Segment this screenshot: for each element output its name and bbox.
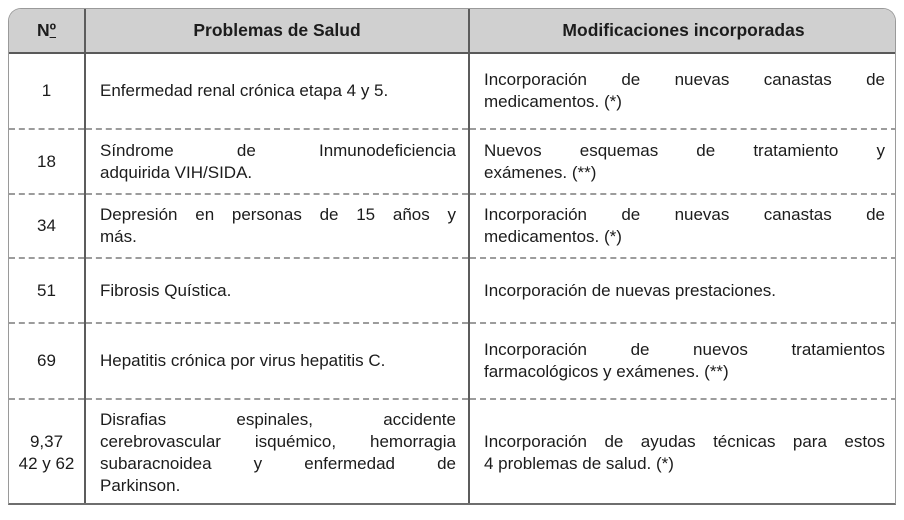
table-row bbox=[9, 53, 896, 129]
numero-ordinal: º bbox=[49, 20, 57, 40]
text-line: medicamentos. (*) bbox=[484, 227, 622, 246]
text-line: Incorporación de ayudas técnicas para estos bbox=[484, 432, 885, 451]
cell-numero bbox=[9, 129, 85, 194]
text-line: cerebrovascular isquémico, hemorragia bbox=[100, 432, 456, 451]
text-line: 51 bbox=[37, 280, 56, 300]
cell-numero bbox=[9, 399, 85, 505]
modifications-table bbox=[9, 9, 896, 505]
cell-modificaciones bbox=[469, 399, 896, 505]
text-line: Fibrosis Quística. bbox=[100, 280, 232, 300]
header-row bbox=[9, 9, 896, 53]
cell-problema bbox=[85, 53, 469, 129]
header-cell-numero bbox=[9, 9, 85, 53]
header-cell-modificaciones: Modificaciones incorporadas bbox=[469, 9, 896, 53]
header-cell-problemas: Problemas de Salud bbox=[85, 9, 469, 53]
table-row bbox=[9, 194, 896, 258]
cell-numero bbox=[9, 258, 85, 323]
cell-modificaciones bbox=[469, 129, 896, 194]
text-line: Incorporación de nuevas prestaciones. bbox=[484, 280, 777, 300]
text-line: Depresión en personas de 15 años y bbox=[100, 205, 456, 224]
health-modifications-table bbox=[8, 8, 896, 505]
cell-numero bbox=[9, 194, 85, 258]
text-line: farmacológicos y exámenes. (**) bbox=[484, 362, 729, 381]
text-line: 4 problemas de salud. (*) bbox=[484, 454, 674, 473]
table-row bbox=[9, 129, 896, 194]
cell-problema bbox=[85, 129, 469, 194]
text-line: 42 y 62 bbox=[18, 454, 75, 473]
cell-problema bbox=[85, 323, 469, 399]
cell-problema bbox=[85, 194, 469, 258]
text-line: 18 bbox=[37, 151, 56, 171]
text-line: 34 bbox=[37, 216, 56, 235]
cell-modificaciones bbox=[469, 258, 896, 323]
cell-modificaciones bbox=[469, 53, 896, 129]
text-line: más. bbox=[100, 227, 137, 246]
text-line: Nuevos esquemas de tratamiento y bbox=[484, 140, 885, 160]
cell-problema bbox=[85, 258, 469, 323]
text-line: exámenes. (**) bbox=[484, 162, 597, 182]
cell-modificaciones bbox=[469, 194, 896, 258]
text-line: Incorporación de nuevos tratamientos bbox=[484, 340, 885, 359]
cell-problema bbox=[85, 399, 469, 505]
text-line: Disrafias espinales, accidente bbox=[100, 410, 456, 429]
cell-modificaciones bbox=[469, 323, 896, 399]
text-line: adquirida VIH/SIDA. bbox=[100, 162, 253, 182]
text-line: medicamentos. (*) bbox=[484, 92, 622, 111]
table-row bbox=[9, 399, 896, 505]
text-line: 1 bbox=[41, 81, 52, 100]
cell-numero bbox=[9, 53, 85, 129]
text-line: Hepatitis crónica por virus hepatitis C. bbox=[100, 351, 386, 370]
text-line: Enfermedad renal crónica etapa 4 y 5. bbox=[100, 81, 389, 100]
text-line: Incorporación de nuevas canastas de bbox=[484, 70, 885, 89]
text-line: 69 bbox=[37, 351, 56, 370]
text-line: 9,37 bbox=[29, 432, 64, 451]
table-row bbox=[9, 258, 896, 323]
text-line: Incorporación de nuevas canastas de bbox=[484, 205, 885, 224]
cell-numero bbox=[9, 323, 85, 399]
numero-label: N bbox=[36, 20, 50, 40]
text-line: Síndrome de Inmunodeficiencia bbox=[100, 140, 456, 160]
table-row bbox=[9, 323, 896, 399]
text-line: subaracnoidea y enfermedad de bbox=[100, 454, 456, 473]
text-line: Parkinson. bbox=[100, 476, 181, 495]
